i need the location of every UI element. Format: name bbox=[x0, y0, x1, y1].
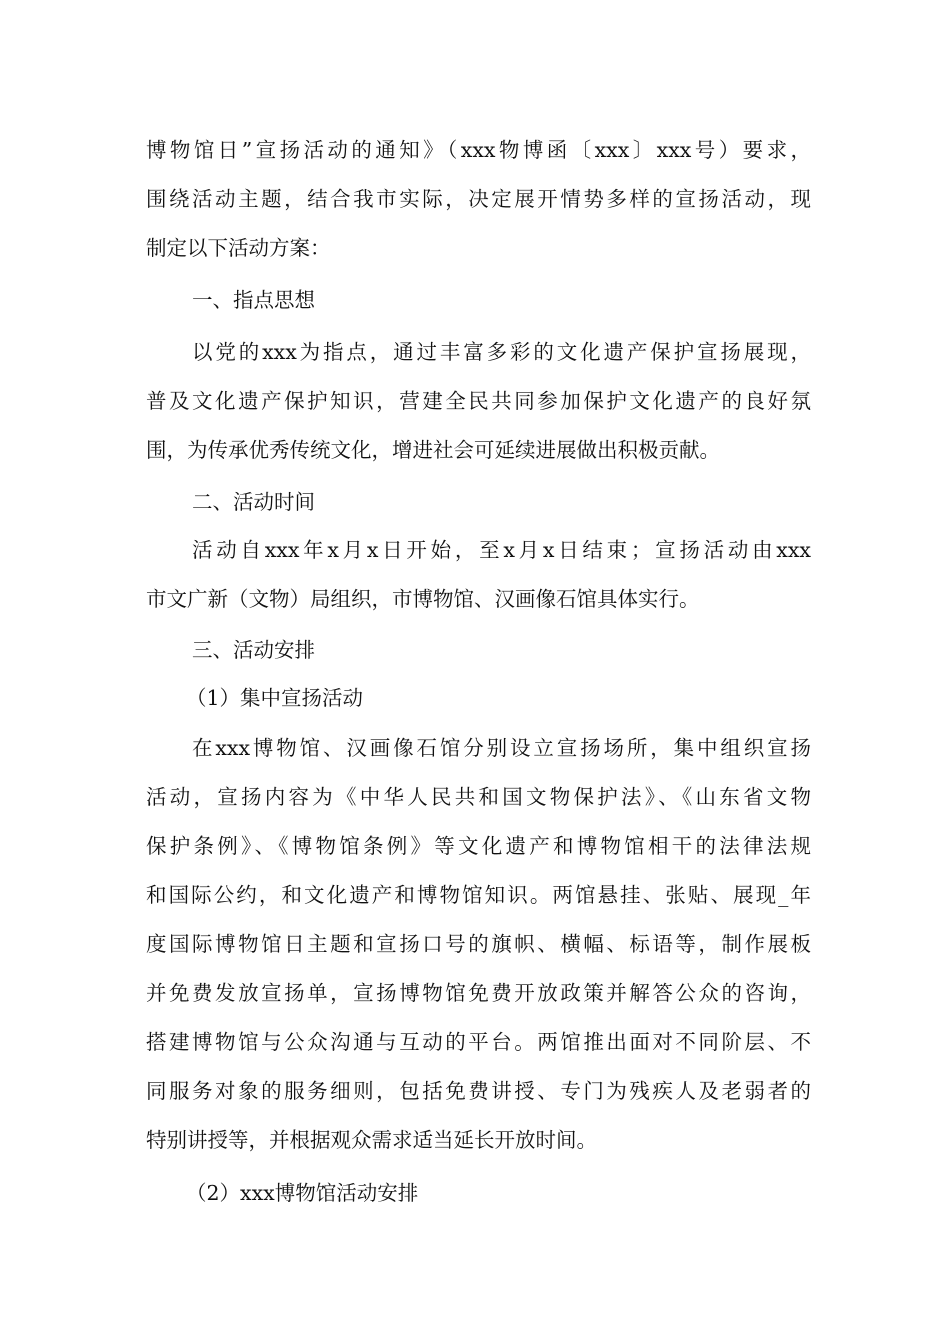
section-heading-guiding-thought: 一、指点思想 bbox=[192, 288, 315, 312]
paragraph-line-10: 市文广新（文物）局组织，市博物馆、汉画像石馆具体实行。 bbox=[146, 587, 700, 611]
section-heading-activity-time: 二、活动时间 bbox=[192, 490, 315, 514]
paragraph-line-7: 围，为传承优秀传统文化，增进社会可延续进展做出积极贡献。 bbox=[146, 438, 720, 462]
paragraph-line-9: 活动自xxx年x月x日开始，至x月x日结束；宣扬活动由xxx bbox=[192, 538, 811, 562]
paragraph-line-5: 以党的xxx为指点，通过丰富多彩的文化遗产保护宣扬展现， bbox=[192, 340, 811, 364]
paragraph-line-20: 同服务对象的服务细则，包括免费讲授、专门为残疾人及老弱者的 bbox=[146, 1079, 811, 1103]
paragraph-line-19: 搭建博物馆与公众沟通与互动的平台。两馆推出面对不同阶层、不 bbox=[146, 1030, 811, 1054]
paragraph-line-3: 制定以下活动方案： bbox=[146, 236, 331, 260]
paragraph-line-13: 在xxx博物馆、汉画像石馆分别设立宣扬场所，集中组织宣扬 bbox=[192, 736, 811, 760]
paragraph-line-18: 并免费发放宣扬单，宣扬博物馆免费开放政策并解答公众的咨询， bbox=[146, 981, 811, 1005]
subsection-heading-museum-arrangement: （2）xxx博物馆活动安排 bbox=[186, 1181, 419, 1205]
paragraph-line-14: 活动，宣扬内容为《中华人民共和国文物保护法》、《山东省文物 bbox=[146, 785, 811, 809]
paragraph-line-15: 保护条例》、《博物馆条例》等文化遗产和博物馆相干的法律法规 bbox=[146, 834, 811, 858]
paragraph-line-1: 博物馆日”宣扬活动的通知》（xxx物博函〔xxx〕xxx号）要求， bbox=[146, 138, 811, 162]
paragraph-line-16: 和国际公约，和文化遗产和博物馆知识。两馆悬挂、张贴、展现_年 bbox=[146, 883, 811, 907]
section-heading-activity-arrangement: 三、活动安排 bbox=[192, 638, 315, 662]
paragraph-line-17: 度国际博物馆日主题和宣扬口号的旗帜、横幅、标语等，制作展板 bbox=[146, 932, 811, 956]
paragraph-line-6: 普及文化遗产保护知识，营建全民共同参加保护文化遗产的良好氛 bbox=[146, 389, 811, 413]
paragraph-line-21: 特别讲授等，并根据观众需求适当延长开放时间。 bbox=[146, 1128, 597, 1152]
paragraph-line-2: 围绕活动主题，结合我市实际，决定展开情势多样的宣扬活动，现 bbox=[146, 187, 811, 211]
subsection-heading-centralized-promotion: （1）集中宣扬活动 bbox=[186, 686, 364, 710]
